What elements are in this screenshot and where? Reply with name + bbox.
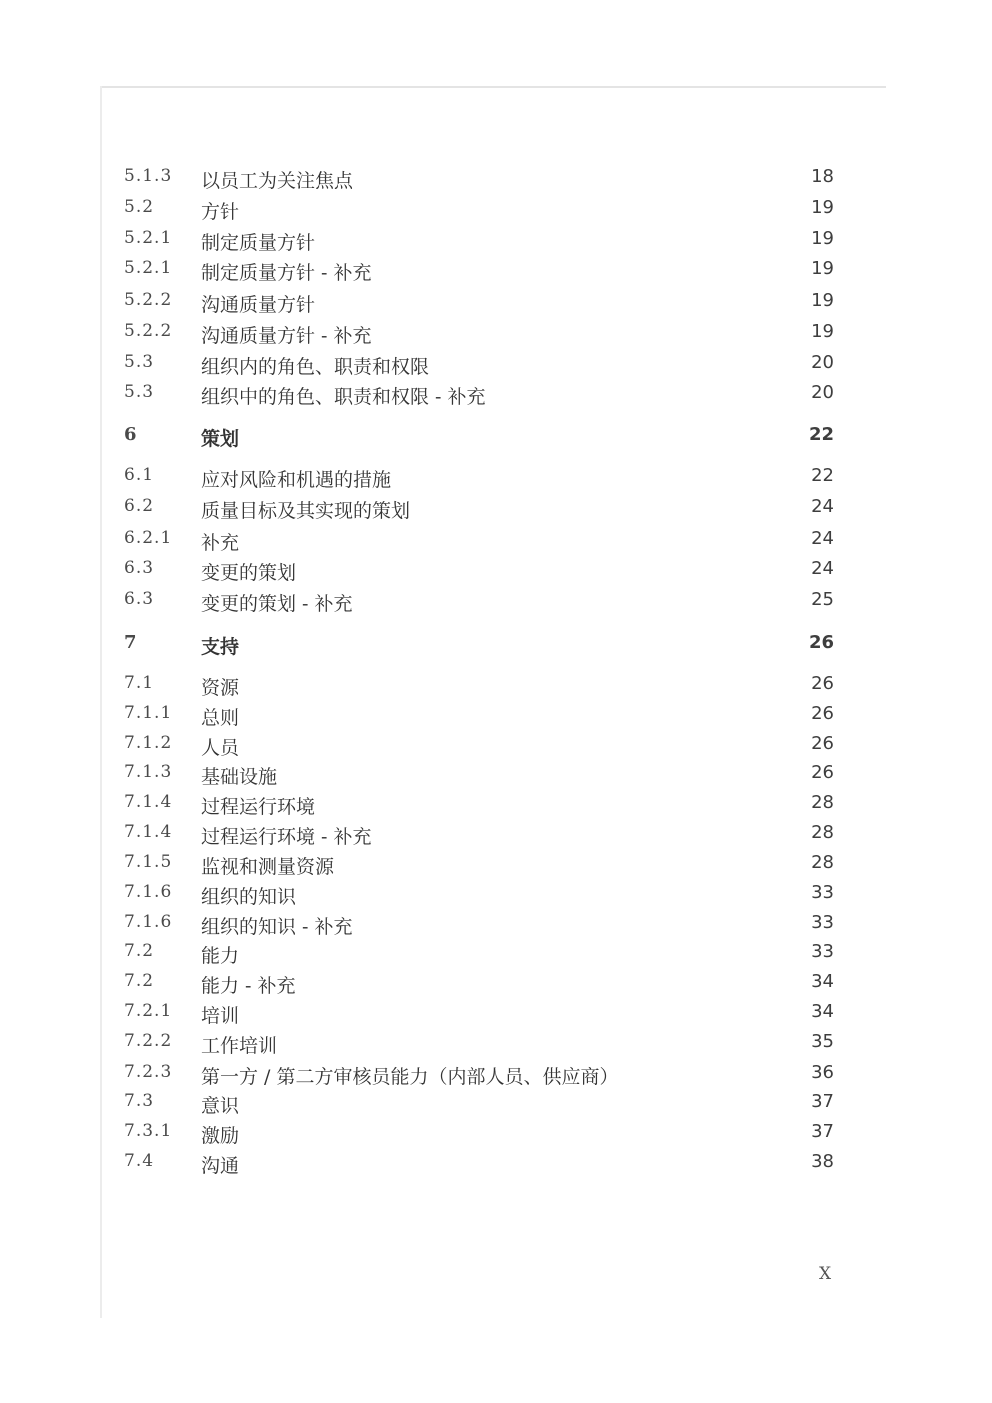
toc-section-number: 5.2 [124, 197, 155, 217]
toc-page-number: 20 [811, 382, 834, 403]
toc-page-number: 18 [811, 166, 834, 187]
toc-page-number: 33 [811, 941, 834, 962]
toc-section-number: 7.2.3 [124, 1062, 173, 1082]
toc-section-title: 沟通质量方针 [201, 294, 316, 316]
toc-row [0, 166, 992, 196]
toc-page-number: 36 [811, 1062, 834, 1083]
toc-section-number: 7.2 [124, 941, 155, 961]
toc-row [0, 822, 992, 852]
toc-section-number: 6.2.1 [124, 528, 173, 548]
toc-row [0, 1001, 992, 1031]
toc-section-title: 组织中的角色、职责和权限 - 补充 [201, 386, 486, 408]
toc-section-number: 5.2.2 [124, 290, 173, 310]
toc-page-number: 37 [811, 1091, 834, 1112]
toc-section-title: 培训 [201, 1005, 240, 1027]
toc-row [0, 558, 992, 588]
toc-page-number: 22 [811, 465, 834, 486]
toc-page-number: 25 [811, 589, 834, 610]
toc-page-number: 19 [811, 228, 834, 249]
toc-section-number: 6 [124, 424, 138, 445]
toc-row [0, 792, 992, 822]
toc-row [0, 1091, 992, 1121]
toc-row [0, 703, 992, 733]
toc-section-title: 过程运行环境 - 补充 [201, 826, 372, 848]
toc-section-title: 制定质量方针 - 补充 [201, 262, 372, 284]
toc-section-title: 基础设施 [201, 766, 278, 788]
toc-section-number: 5.2.2 [124, 321, 173, 341]
toc-section-title: 支持 [201, 636, 240, 658]
toc-row [0, 673, 992, 703]
toc-section-title: 能力 [201, 945, 240, 967]
toc-row [0, 1062, 992, 1092]
toc-row [0, 733, 992, 763]
toc-page-number: 38 [811, 1151, 834, 1172]
toc-page-number: 26 [808, 632, 834, 653]
toc-section-title: 应对风险和机遇的措施 [201, 469, 392, 491]
toc-page-number: 26 [811, 762, 834, 783]
toc-section-number: 5.1.3 [124, 166, 173, 186]
toc-section-number: 7 [124, 632, 138, 653]
toc-section-title: 质量目标及其实现的策划 [201, 500, 411, 522]
toc-row [0, 762, 992, 792]
toc-page-number: 34 [811, 1001, 834, 1022]
toc-page-number: 24 [811, 528, 834, 549]
toc-page-number: 24 [811, 496, 834, 517]
toc-section-number: 7.3 [124, 1091, 155, 1111]
toc-section-title: 过程运行环境 [201, 796, 316, 818]
toc-row [0, 290, 992, 320]
toc-row [0, 465, 992, 495]
toc-section-number: 6.3 [124, 558, 155, 578]
toc-section-number: 7.1.4 [124, 822, 173, 842]
toc-row [0, 528, 992, 558]
toc-page-number: 19 [811, 321, 834, 342]
toc-section-title: 组织的知识 [201, 886, 297, 908]
toc-section-title: 方针 [201, 201, 240, 223]
toc-section-number: 7.1.2 [124, 733, 173, 753]
toc-section-title: 以员工为关注焦点 [201, 170, 354, 192]
toc-section-number: 6.1 [124, 465, 155, 485]
toc-section-title: 沟通质量方针 - 补充 [201, 325, 372, 347]
toc-page-number: 24 [811, 558, 834, 579]
toc-section-title: 第一方 / 第二方审核员能力（内部人员、供应商） [201, 1066, 619, 1088]
toc-row [0, 1151, 992, 1181]
toc-section-number: 7.1.4 [124, 792, 173, 812]
toc-section-title: 补充 [201, 532, 240, 554]
toc-section-title: 变更的策划 [201, 562, 297, 584]
toc-page-number: 19 [811, 290, 834, 311]
toc-row [0, 912, 992, 942]
toc-section-title: 意识 [201, 1095, 240, 1117]
toc-section-title: 制定质量方针 [201, 232, 316, 254]
toc-section-title: 策划 [201, 428, 240, 450]
toc-page-number: 33 [811, 912, 834, 933]
toc-page-number: 26 [811, 733, 834, 754]
toc-row [0, 321, 992, 351]
toc-row [0, 941, 992, 971]
page-number-marker: X [819, 1264, 832, 1284]
toc-section-number: 7.1.6 [124, 912, 173, 932]
toc-page-number: 37 [811, 1121, 834, 1142]
toc-row [0, 882, 992, 912]
toc-section-number: 5.3 [124, 352, 155, 372]
toc-section-title: 工作培训 [201, 1035, 278, 1057]
toc-section-title: 能力 - 补充 [201, 975, 296, 997]
toc-chapter-row [0, 424, 992, 454]
toc-section-number: 7.1.6 [124, 882, 173, 902]
toc-section-title: 沟通 [201, 1155, 240, 1177]
toc-section-number: 5.3 [124, 382, 155, 402]
toc-section-title: 组织内的角色、职责和权限 [201, 356, 430, 378]
toc-section-number: 5.2.1 [124, 228, 173, 248]
toc-page-number: 35 [811, 1031, 834, 1052]
toc-section-title: 人员 [201, 737, 240, 759]
toc-section-title: 变更的策划 - 补充 [201, 593, 353, 615]
toc-row [0, 228, 992, 258]
toc-page-number: 26 [811, 703, 834, 724]
toc-row [0, 496, 992, 526]
toc-page-number: 22 [808, 424, 834, 445]
toc-section-number: 7.1.5 [124, 852, 173, 872]
toc-page-number: 20 [811, 352, 834, 373]
toc-section-number: 7.1.1 [124, 703, 173, 723]
toc-section-number: 7.4 [124, 1151, 155, 1171]
toc-section-title: 组织的知识 - 补充 [201, 916, 353, 938]
toc-page-number: 34 [811, 971, 834, 992]
toc-row [0, 852, 992, 882]
toc-section-title: 资源 [201, 677, 240, 699]
toc-page-number: 19 [811, 258, 834, 279]
toc-row [0, 382, 992, 412]
toc-section-number: 7.2.2 [124, 1031, 173, 1051]
toc-row [0, 197, 992, 227]
toc-page-number: 26 [811, 673, 834, 694]
toc-section-title: 总则 [201, 707, 240, 729]
toc-section-number: 5.2.1 [124, 258, 173, 278]
toc-page-number: 33 [811, 882, 834, 903]
toc-row [0, 971, 992, 1001]
toc-row [0, 589, 992, 619]
toc-page-number: 19 [811, 197, 834, 218]
toc-section-number: 7.1.3 [124, 762, 173, 782]
toc-page-number: 28 [811, 792, 834, 813]
toc-section-number: 7.3.1 [124, 1121, 173, 1141]
toc-section-number: 7.1 [124, 673, 155, 693]
toc-section-number: 7.2 [124, 971, 155, 991]
toc-chapter-row [0, 632, 992, 662]
toc-section-number: 7.2.1 [124, 1001, 173, 1021]
toc-row [0, 258, 992, 288]
toc-row [0, 1121, 992, 1151]
toc-page-number: 28 [811, 852, 834, 873]
toc-section-number: 6.3 [124, 589, 155, 609]
toc-row [0, 352, 992, 382]
toc-section-number: 6.2 [124, 496, 155, 516]
toc-row [0, 1031, 992, 1061]
toc-section-title: 激励 [201, 1125, 240, 1147]
toc-section-title: 监视和测量资源 [201, 856, 335, 878]
toc-page-number: 28 [811, 822, 834, 843]
